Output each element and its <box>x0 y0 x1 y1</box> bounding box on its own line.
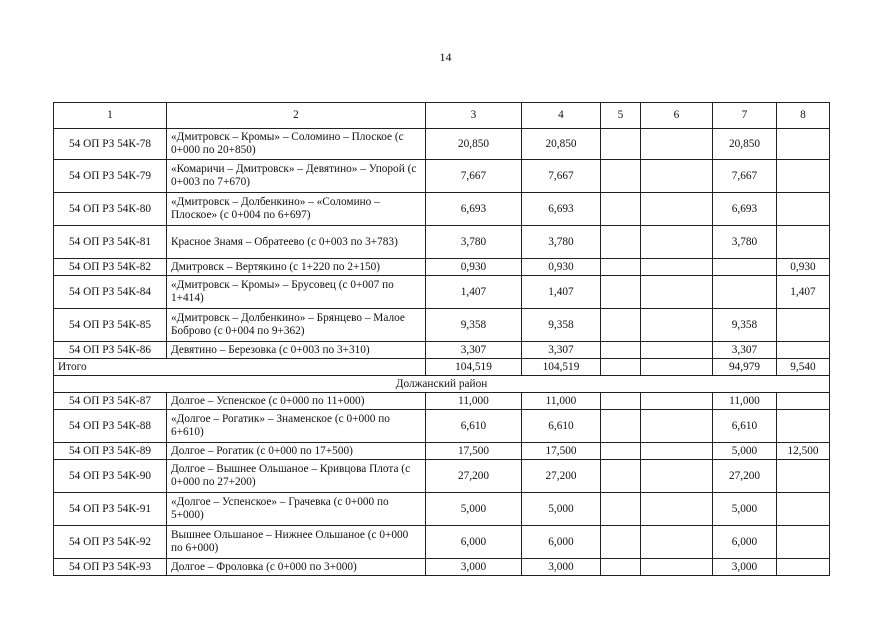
total-c4-cell: 104,519 <box>522 359 601 376</box>
road-name-cell: Вышнее Ольшаное – Нижнее Ольшаное (с 0+000 по 6+000) <box>167 526 426 559</box>
header-cell: 3 <box>426 103 522 129</box>
total-label: Итого <box>54 359 426 376</box>
value-c8-cell <box>777 342 830 359</box>
value-c8-cell <box>777 226 830 259</box>
value-c7-cell: 6,000 <box>713 526 777 559</box>
table-row <box>54 460 830 493</box>
value-c7-cell: 7,667 <box>713 160 777 193</box>
value-c8-cell <box>777 309 830 342</box>
value-c5-cell <box>601 193 641 226</box>
value-c8-cell: 12,500 <box>777 443 830 460</box>
table-row <box>54 309 830 342</box>
value-c3-cell: 3,780 <box>426 226 522 259</box>
value-c6-cell <box>641 276 713 309</box>
road-name-cell: Долгое – Успенское (с 0+000 по 11+000) <box>167 393 426 410</box>
value-c7-cell <box>713 276 777 309</box>
roads-table <box>53 102 830 576</box>
table-row <box>54 193 830 226</box>
road-name-cell: Долгое – Фроловка (с 0+000 по 3+000) <box>167 559 426 576</box>
road-name-cell: Дмитровск – Вертякино (с 1+220 по 2+150) <box>167 259 426 276</box>
value-c6-cell <box>641 443 713 460</box>
value-c5-cell <box>601 342 641 359</box>
road-name-cell: «Комаричи – Дмитровск» – Девятино» – Упорой (с 0+003 по 7+670) <box>167 160 426 193</box>
road-code-cell: 54 ОП РЗ 54К-82 <box>54 259 167 276</box>
value-c4-cell: 3,000 <box>522 559 601 576</box>
road-code-cell: 54 ОП РЗ 54К-90 <box>54 460 167 493</box>
value-c6-cell <box>641 410 713 443</box>
value-c4-cell: 6,693 <box>522 193 601 226</box>
value-c4-cell: 5,000 <box>522 493 601 526</box>
value-c7-cell: 5,000 <box>713 443 777 460</box>
value-c7-cell: 3,307 <box>713 342 777 359</box>
page-number: 14 <box>439 50 452 64</box>
value-c4-cell: 17,500 <box>522 443 601 460</box>
total-c8-cell: 9,540 <box>777 359 830 376</box>
value-c5-cell <box>601 309 641 342</box>
value-c7-cell: 6,610 <box>713 410 777 443</box>
road-code-cell: 54 ОП РЗ 54К-92 <box>54 526 167 559</box>
table-row <box>54 559 830 576</box>
road-code-cell: 54 ОП РЗ 54К-89 <box>54 443 167 460</box>
value-c4-cell: 11,000 <box>522 393 601 410</box>
value-c7-cell: 27,200 <box>713 460 777 493</box>
value-c3-cell: 0,930 <box>426 259 522 276</box>
header-cell: 8 <box>777 103 830 129</box>
value-c6-cell <box>641 526 713 559</box>
value-c3-cell: 7,667 <box>426 160 522 193</box>
value-c8-cell <box>777 160 830 193</box>
value-c7-cell: 3,000 <box>713 559 777 576</box>
value-c5-cell <box>601 226 641 259</box>
value-c6-cell <box>641 493 713 526</box>
value-c8-cell <box>777 393 830 410</box>
value-c5-cell <box>601 160 641 193</box>
value-c4-cell: 1,407 <box>522 276 601 309</box>
value-c3-cell: 11,000 <box>426 393 522 410</box>
value-c3-cell: 6,000 <box>426 526 522 559</box>
value-c6-cell <box>641 342 713 359</box>
road-code-cell: 54 ОП РЗ 54К-81 <box>54 226 167 259</box>
road-code-cell: 54 ОП РЗ 54К-80 <box>54 193 167 226</box>
value-c7-cell: 6,693 <box>713 193 777 226</box>
value-c5-cell <box>601 493 641 526</box>
table-row <box>54 443 830 460</box>
table-row <box>54 160 830 193</box>
value-c5-cell <box>601 443 641 460</box>
road-name-cell: «Долгое – Успенское» – Грачевка (с 0+000 по 5+000) <box>167 493 426 526</box>
value-c4-cell: 0,930 <box>522 259 601 276</box>
district-row <box>54 376 830 393</box>
value-c4-cell: 3,307 <box>522 342 601 359</box>
value-c4-cell: 6,610 <box>522 410 601 443</box>
value-c5-cell <box>601 559 641 576</box>
value-c3-cell: 9,358 <box>426 309 522 342</box>
road-code-cell: 54 ОП РЗ 54К-79 <box>54 160 167 193</box>
road-code-cell: 54 ОП РЗ 54К-88 <box>54 410 167 443</box>
value-c8-cell: 0,930 <box>777 259 830 276</box>
value-c4-cell: 3,780 <box>522 226 601 259</box>
value-c8-cell <box>777 410 830 443</box>
header-cell: 5 <box>601 103 641 129</box>
value-c3-cell: 3,307 <box>426 342 522 359</box>
value-c5-cell <box>601 526 641 559</box>
table-row <box>54 226 830 259</box>
road-name-cell: «Дмитровск – Кромы» – Соломино – Плоское (с 0+000 по 20+850) <box>167 129 426 160</box>
value-c3-cell: 3,000 <box>426 559 522 576</box>
value-c7-cell: 9,358 <box>713 309 777 342</box>
table-row <box>54 129 830 160</box>
value-c7-cell: 5,000 <box>713 493 777 526</box>
value-c5-cell <box>601 276 641 309</box>
header-cell: 2 <box>167 103 426 129</box>
road-name-cell: «Дмитровск – Долбенкино» – Брянцево – Малое Боброво (с 0+004 по 9+362) <box>167 309 426 342</box>
value-c4-cell: 6,000 <box>522 526 601 559</box>
road-name-cell: Красное Знамя – Обратеево (с 0+003 по 3+783) <box>167 226 426 259</box>
table-row <box>54 259 830 276</box>
value-c3-cell: 17,500 <box>426 443 522 460</box>
header-cell: 7 <box>713 103 777 129</box>
total-row <box>54 359 830 376</box>
road-name-cell: Девятино – Березовка (с 0+003 по 3+310) <box>167 342 426 359</box>
road-code-cell: 54 ОП РЗ 54К-87 <box>54 393 167 410</box>
road-name-cell: «Дмитровск – Долбенкино» – «Соломино – Плоское» (с 0+004 по 6+697) <box>167 193 426 226</box>
road-name-cell: Долгое – Вышнее Ольшаное – Кривцова Плота (с 0+000 по 27+200) <box>167 460 426 493</box>
value-c6-cell <box>641 259 713 276</box>
road-code-cell: 54 ОП РЗ 54К-84 <box>54 276 167 309</box>
value-c8-cell <box>777 193 830 226</box>
value-c5-cell <box>601 393 641 410</box>
value-c3-cell: 1,407 <box>426 276 522 309</box>
district-name: Должанский район <box>54 376 830 393</box>
value-c6-cell <box>641 193 713 226</box>
header-cell: 6 <box>641 103 713 129</box>
road-code-cell: 54 ОП РЗ 54К-85 <box>54 309 167 342</box>
table-row <box>54 393 830 410</box>
value-c6-cell <box>641 309 713 342</box>
table-row <box>54 276 830 309</box>
value-c8-cell <box>777 493 830 526</box>
value-c5-cell <box>601 129 641 160</box>
value-c7-cell: 3,780 <box>713 226 777 259</box>
value-c4-cell: 27,200 <box>522 460 601 493</box>
value-c6-cell <box>641 226 713 259</box>
total-c6-cell <box>641 359 713 376</box>
value-c6-cell <box>641 460 713 493</box>
value-c6-cell <box>641 559 713 576</box>
value-c3-cell: 5,000 <box>426 493 522 526</box>
total-c3-cell: 104,519 <box>426 359 522 376</box>
road-name-cell: «Долгое – Рогатик» – Знаменское (с 0+000 по 6+610) <box>167 410 426 443</box>
value-c7-cell: 11,000 <box>713 393 777 410</box>
header-cell: 4 <box>522 103 601 129</box>
road-name-cell: «Дмитровск – Кромы» – Брусовец (с 0+007 по 1+414) <box>167 276 426 309</box>
value-c8-cell <box>777 559 830 576</box>
table-row <box>54 342 830 359</box>
value-c3-cell: 6,693 <box>426 193 522 226</box>
value-c7-cell <box>713 259 777 276</box>
value-c3-cell: 6,610 <box>426 410 522 443</box>
value-c5-cell <box>601 460 641 493</box>
header-row <box>54 103 830 129</box>
value-c6-cell <box>641 160 713 193</box>
value-c7-cell: 20,850 <box>713 129 777 160</box>
total-c5-cell <box>601 359 641 376</box>
table-row <box>54 410 830 443</box>
value-c5-cell <box>601 259 641 276</box>
table-row <box>54 493 830 526</box>
value-c6-cell <box>641 129 713 160</box>
table-body <box>54 103 830 576</box>
road-code-cell: 54 ОП РЗ 54К-93 <box>54 559 167 576</box>
value-c4-cell: 20,850 <box>522 129 601 160</box>
value-c6-cell <box>641 393 713 410</box>
total-c7-cell: 94,979 <box>713 359 777 376</box>
value-c8-cell <box>777 460 830 493</box>
value-c3-cell: 20,850 <box>426 129 522 160</box>
road-code-cell: 54 ОП РЗ 54К-78 <box>54 129 167 160</box>
value-c5-cell <box>601 410 641 443</box>
road-name-cell: Долгое – Рогатик (с 0+000 по 17+500) <box>167 443 426 460</box>
table-row <box>54 526 830 559</box>
value-c8-cell: 1,407 <box>777 276 830 309</box>
header-cell: 1 <box>54 103 167 129</box>
value-c8-cell <box>777 526 830 559</box>
value-c3-cell: 27,200 <box>426 460 522 493</box>
value-c8-cell <box>777 129 830 160</box>
value-c4-cell: 7,667 <box>522 160 601 193</box>
road-code-cell: 54 ОП РЗ 54К-91 <box>54 493 167 526</box>
value-c4-cell: 9,358 <box>522 309 601 342</box>
road-code-cell: 54 ОП РЗ 54К-86 <box>54 342 167 359</box>
